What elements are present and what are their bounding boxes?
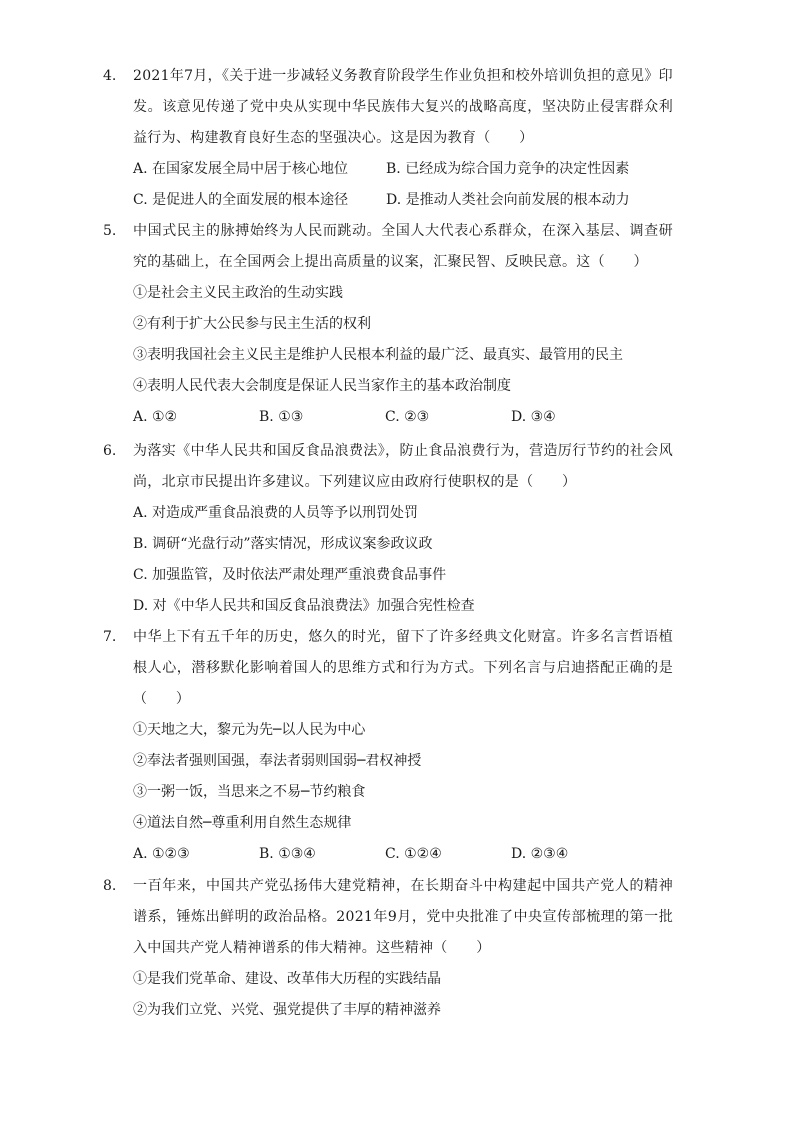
question-number: 7. bbox=[103, 629, 117, 645]
statement-item: ④表明人民代表大会制度是保证人民当家作主的基本政治制度 bbox=[133, 378, 511, 394]
option-a[interactable]: A. 对造成严重食品浪费的人员等予以刑罚处罚 bbox=[133, 505, 419, 521]
question-7 bbox=[103, 622, 673, 870]
statement-item: ②有利于扩大公民参与民主生活的权利 bbox=[133, 316, 371, 332]
option-b[interactable]: B. ①③ bbox=[259, 409, 304, 425]
option-d[interactable]: D. ③④ bbox=[511, 409, 556, 425]
statement-item: ③一粥一饭，当思来之不易─节约粮食 bbox=[133, 784, 366, 800]
question-stem: 为落实《中华人民共和国反食品浪费法》，防止食品浪费行为，营造厉行节约的社会风尚，北京市民提出许多建议。下列建议应由政府行使职权的是（ ） bbox=[133, 443, 673, 490]
statement-item: ②奉法者强则国强，奉法者弱则国弱─君权神授 bbox=[133, 753, 422, 769]
question-number: 6. bbox=[103, 443, 117, 459]
option-a[interactable]: A. ①② bbox=[133, 409, 178, 425]
option-a[interactable]: A. ①②③ bbox=[133, 846, 190, 862]
statement-item: ①天地之大，黎元为先─以人民为中心 bbox=[133, 722, 366, 738]
question-stem: 2021年7月，《关于进一步减轻义务教育阶段学生作业负担和校外培训负担的意见》印发。该意见传递了党中央从实现中华民族伟大复兴的战略高度，坚决防止侵害群众利益行为、构建教育良好生态的坚强决心。这是因为教育（ ） bbox=[133, 68, 673, 146]
option-d[interactable]: D. 对《中华人民共和国反食品浪费法》加强合宪性检查 bbox=[133, 598, 475, 614]
option-c[interactable]: C. 加强监管，及时依法严肃处理严重浪费食品事件 bbox=[133, 567, 447, 583]
question-number: 5. bbox=[103, 223, 117, 239]
option-c[interactable]: C. 是促进人的全面发展的根本途径 bbox=[133, 192, 349, 208]
options bbox=[133, 154, 673, 216]
option-d[interactable]: D. 是推动人类社会向前发展的根本动力 bbox=[386, 192, 630, 208]
question-4 bbox=[103, 61, 673, 216]
options bbox=[133, 839, 673, 870]
statement-item: ①是我们党革命、建设、改革伟大历程的实践结晶 bbox=[133, 971, 441, 987]
option-b[interactable]: B. ①③④ bbox=[259, 846, 316, 862]
options bbox=[133, 402, 673, 433]
question-stem: 一百年来，中国共产党弘扬伟大建党精神，在长期奋斗中构建起中国共产党人的精神谱系，锤炼出鲜明的政治品格。2021年9月，党中央批准了中央宣传部梳理的第一批入中国共产党人精神谱系的伟大精神。这些精神（ ） bbox=[133, 878, 673, 956]
option-c[interactable]: C. ②③ bbox=[385, 409, 430, 425]
option-a[interactable]: A. 在国家发展全局中居于核心地位 bbox=[133, 161, 349, 177]
option-b[interactable]: B. 已经成为综合国力竞争的决定性因素 bbox=[386, 161, 630, 177]
statement-item: ②为我们立党、兴党、强党提供了丰厚的精神滋养 bbox=[133, 1002, 441, 1018]
question-number: 4. bbox=[103, 68, 117, 84]
question-stem: 中华上下有五千年的历史，悠久的时光，留下了许多经典文化财富。许多名言哲语植根人心，潜移默化影响着国人的思维方式和行为方式。下列名言与启迪搭配正确的是（ ） bbox=[133, 629, 673, 707]
question-6 bbox=[103, 436, 673, 622]
question-number: 8. bbox=[103, 878, 117, 894]
question-5 bbox=[103, 216, 673, 433]
statement-item: ④道法自然─尊重利用自然生态规律 bbox=[133, 815, 352, 831]
option-d[interactable]: D. ②③④ bbox=[511, 846, 569, 862]
statement-item: ③表明我国社会主义民主是维护人民根本利益的最广泛、最真实、最管用的民主 bbox=[133, 347, 623, 363]
question-8 bbox=[103, 871, 673, 1026]
statement-item: ①是社会主义民主政治的生动实践 bbox=[133, 285, 343, 301]
question-stem: 中国式民主的脉搏始终为人民而跳动。全国人大代表心系群众，在深入基层、调查研究的基础上，在全国两会上提出高质量的议案，汇聚民智、反映民意。这（ ） bbox=[133, 223, 673, 270]
option-b[interactable]: B. 调研“光盘行动”落实情况，形成议案参政议政 bbox=[133, 536, 433, 552]
option-c[interactable]: C. ①②④ bbox=[385, 846, 442, 862]
